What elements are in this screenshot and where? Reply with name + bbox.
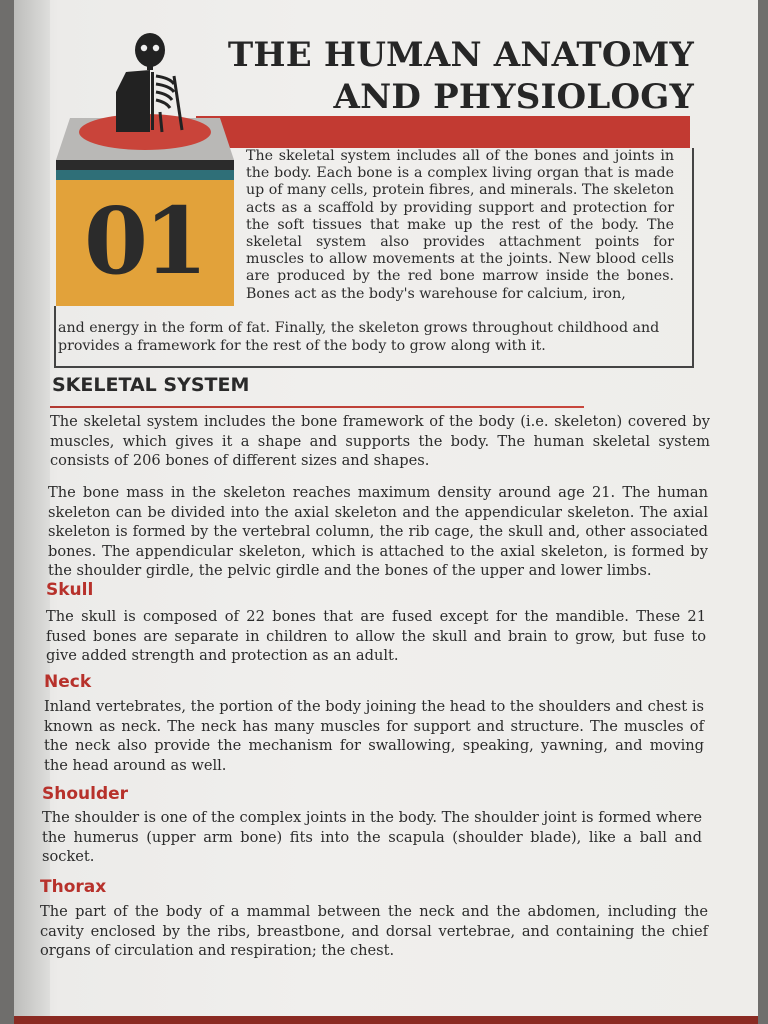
subsection-heading-skull: Skull (46, 580, 94, 600)
subsection-text-shoulder: The shoulder is one of the complex joints in the body. The shoulder joint is formed where the humerus (upper arm bone) fits into the scapula (shoulder blade), like a ball and socket. (42, 809, 702, 866)
section-paragraph-2: The bone mass in the skeleton reaches maximum density around age 21. The human skeleton can be divided into the axial skeleton and the appendicular skeleton. The axial skeleton is formed by the vertebral column, the rib cage, the skull and, other associated bones. The appendicular skeleton, which is attached to the axial skeleton, is formed by the shoulder girdle, the pelvic girdle and the bones of the upper and lower limbs. (48, 484, 708, 580)
chapter-number: 01 (83, 187, 205, 295)
section-paragraph-1: The skeletal system includes the bone framework of the body (i.e. skeleton) covered by muscles, which gives it a shape and supports the body. The human skeletal system consists of 206 bones of different sizes and shapes. (50, 413, 710, 470)
section-heading: SKELETAL SYSTEM (52, 374, 250, 396)
subsection-heading-shoulder: Shoulder (42, 784, 129, 804)
intro-text-top: The skeletal system includes all of the bones and joints in the body. Each bone is a complex living organ that is made up of many cells, protein fibres, and minerals. The skeleton acts as a scaffold by providing support and protection for the soft tissues that make up the rest of the body. The skeletal system also provides attachment points for muscles to allow movements at the joints. New blood cells are produced by the red bone marrow inside the bones. Bones act as the body's warehouse for calcium, iron, (246, 148, 674, 302)
intro-box-left-border (54, 306, 56, 368)
subsection-text-thorax: The part of the body of a mammal between the neck and the abdomen, including the cavity enclosed by the ribs, breastbone, and dorsal vertebrae, and containing the chief organs of circulation and respiration; the chest. (40, 903, 708, 960)
chapter-title-line-1: THE HUMAN ANATOMY (227, 35, 694, 75)
subsection-text-skull: The skull is composed of 22 bones that are fused except for the mandible. These 21 fused bones are separate in children to allow the skull and brain to grow, but fuse to give added strength and protection as an adult. (46, 608, 706, 665)
intro-text-bottom: and energy in the form of fat. Finally, the skeleton grows throughout childhood and provides a framework for the rest of the body to grow along with it. (58, 320, 660, 354)
chapter-title (200, 34, 694, 118)
chapter-title-line-2: AND PHYSIOLOGY (333, 77, 694, 117)
subsection-heading-thorax: Thorax (40, 877, 107, 897)
skeleton-icon (108, 32, 188, 134)
page-bottom-edge (14, 1016, 758, 1024)
section-heading-rule (50, 406, 584, 408)
subsection-heading-neck: Neck (44, 672, 92, 692)
subsection-text-neck: Inland vertebrates, the portion of the body joining the head to the shoulders and chest is known as neck. The neck has many muscles for support and structure. The muscles of the neck also provide the mechanism for swallowing, speaking, yawning, and moving the head around as well. (44, 698, 704, 774)
chapter-header-band (196, 116, 690, 148)
